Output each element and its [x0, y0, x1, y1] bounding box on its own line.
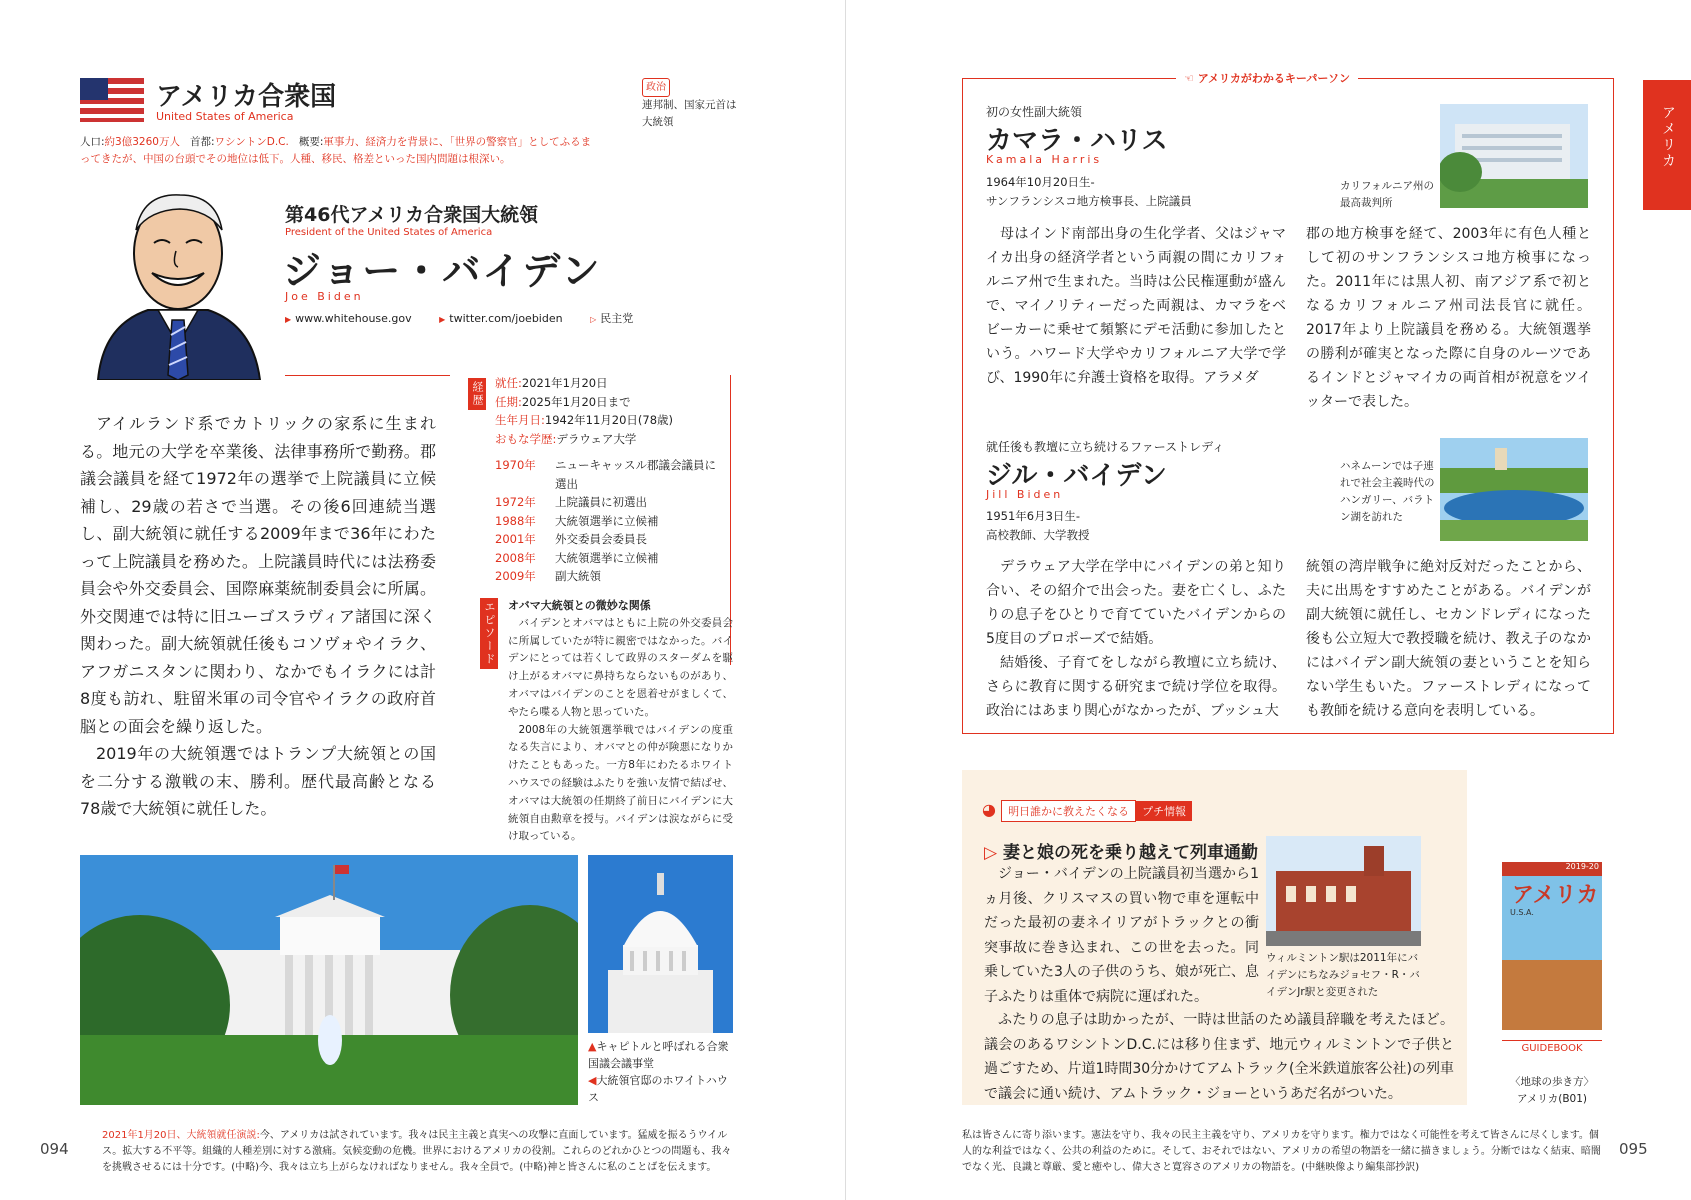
inaugural-quote: 2021年1月20日、大統領就任演説:今、アメリカは試されています。我々は民主主義と真実への攻撃に直面しています。猛威を振るうウイルス。拡大する不平等。組織的人種差別に対する激痛。気候変動の危機。世界におけるアメリカの役割。これらのどれかひとつの問題も、我々を挑戦させるには十分です。(中略)今、我々は立ち上がらなければなりません。我々全員で。(中略)神と皆さんに私のことばを伝えます。 — [102, 1130, 732, 1173]
president-title-en: President of the United States of America — [285, 227, 493, 238]
triangle-icon: ▷ — [590, 315, 597, 324]
jill-text-col2: 統領の湾岸戦争に絶対反対だったことから、夫に出馬をすすめたことがある。バイデンが副大統領に就任し、セカンドレディになった後も公立短大で教授職を続け、教え子のなかにはバイデン副大統領の妻ということを知らない学生もいた。ファーストレディになっても教師を続ける意向を表明している。 — [1306, 559, 1591, 719]
episode-box: オバマ大統領との微妙な関係 バイデンとオバマはともに上院の外交委員会に所属していたが特に親密ではなかった。バイデンにとっては若くして政界のスターダムを駆け上がるオバマに鼻持ちならないものがあり、オバマはバイデンのことを恩着せがましくて、やたら喋る人物と思っていた。 2008年の大統領選挙戦ではバイデンの度重なる失言により、オバマとの仲が険悪になりかけたこともあった。一方8年にわたるホワイトハウスでの経験はふたりを強い友情で結ばせ、オバマは大統領の任期終了前日にバイデンに大統領自由勲章を授与。バイデンは涙ながらに受け取っている。 — [508, 599, 733, 843]
arrow-icon: ▶ — [285, 315, 292, 324]
history-row: 1988年 大統領選挙に立候補 — [495, 513, 659, 528]
link-whitehouse[interactable]: ▶ www.whitehouse.gov — [285, 312, 412, 325]
harris-text-col1: 母はインド南部出身の生化学者、父はジャマイカ出身の経済学者という両親の間にカリフォルニア州で生まれた。当時は公民権運動が盛んで、マイノリティーだった両親は、カマラをベビーカーに乗せて頻繁にデモ活動に参加したという。ハワード大学やカリフォルニア大学で学び、1990年に弁護士資格を取得。アラメダ — [986, 226, 1286, 386]
white-house-photo — [80, 855, 578, 1105]
page-number: 095 — [1619, 1140, 1648, 1158]
trivia-heading: ▷ 妻と娘の死を乗り越えて列車通勤 — [984, 843, 1258, 863]
harris-name-en: Kamala Harris — [986, 153, 1103, 166]
country-name: アメリカ合衆国 — [156, 82, 337, 112]
history-row: 1972年 上院議員に初選出 — [495, 495, 647, 509]
lake-balaton-photo — [1440, 438, 1588, 541]
history-row: 2009年 副大統領 — [495, 569, 601, 583]
jill-name: ジル・バイデン — [986, 461, 1167, 491]
wilmington-station-photo — [1266, 836, 1421, 946]
trivia-text-p2: ふたりの息子は助かったが、一時は世話のため議員辞職を考えたほど。議会のあるワシントンD.C.には移り住まず、地元ウィルミントンで子供と過ごすため、片道1時間30分かけてアムトラック(全米鉄道旅客公社)の列車で議会に通い続け、アムトラック・ジョーというあだ名がついた。 — [984, 1012, 1454, 1102]
career-label: 経歴 — [468, 378, 486, 410]
episode-label: エピソード — [480, 598, 498, 669]
politics-text: 連邦制、国家元首は大統領 — [642, 99, 737, 128]
harris-meta: 1964年10月20日生- サンフランシスコ地方検事長、上院議員 — [986, 175, 1192, 208]
guidebook-cover: 2019-20 アメリカ U.S.A. — [1502, 862, 1602, 1030]
president-title: 第46代アメリカ合衆国大統領 — [285, 204, 539, 226]
jill-photo-caption: ハネムーンでは子連れで社会主義時代のハンガリー、バラトン湖を訪れた — [1340, 460, 1435, 523]
triangle-left-icon: ◀ — [588, 1074, 597, 1087]
pacman-icon: ◕ — [982, 800, 996, 819]
biography-text: アイルランド系でカトリックの家系に生まれる。地元の大学を卒業後、法律事務所で勤務。郡議会議員を経て1972年の選挙で上院議員に立候補し、29歳の若さで当選。その後6回連続当選し、副大統領に就任する2009年まで36年にわたって上院議員を務めた。上院議員時代には法務委員会や外交委員会、国際麻薬統制委員会に所属。外交関連では特に旧ユーゴスラヴィア諸国に深く関わった。副大統領就任後もコソヴォやイラク、アフガニスタンに関わり、なかでもイラクには計8度も訪れ、駐留米軍の司令官やイラクの政府首脳との面会を繰り返した。 2019年の大統領選ではトランプ大統領との国を二分する激戦の末、勝利。歴代最高齢となる78歳で大統領に就任した。 — [80, 414, 436, 818]
capitol-photo — [588, 855, 733, 1033]
harris-label: 初の女性副大統領 — [986, 105, 1083, 119]
page-number: 094 — [40, 1140, 69, 1158]
politics-note — [642, 78, 737, 131]
career-list: 就任:2021年1月20日 任期:2025年1月20日まで 生年月日:1942年11月20日(78歳) おもな学歴:デラウェア大学 1970年 ニューキャッスル郡議会議員に選出 1972年 上院議員に初選出 1988年 大統領選挙に立候補 2001年 外交委員会委員長 2008年 大統領選挙に立候補 2009年 副大統領 — [495, 374, 725, 586]
history-row: 2001年 外交委員会委員長 — [495, 532, 647, 546]
key-person-title: ☜ アメリカがわかるキーパーソン — [1176, 70, 1358, 86]
guidebook-caption: 〈地球の歩き方〉 アメリカ(B01) — [1510, 1076, 1594, 1105]
trivia-text-p1: ジョー・バイデンの上院議員初当選から1ヵ月後、クリスマスの買い物で車を運転中だった最初の妻ネイリアがトラックとの衝突事故に巻き込まれ、この世を去った。同乗していた3人の子供のうち、娘が死亡、息子ふたりは重体で病院に運ばれた。 — [984, 866, 1259, 1005]
jill-text-col1: デラウェア大学在学中にバイデンの弟と知り合い、その紹介で出会った。妻を亡くし、ふたりの息子をひとりで育てていたバイデンからの5度目のプロポーズで結婚。 結婚後、子育てをしながら教壇に立ち続け、さらに教育に関する研究まで続け学位を取得。政治にはあまり関心がなかったが、ブッシュ大 — [986, 559, 1286, 719]
triangle-up-icon: ▲ — [588, 1040, 597, 1053]
inaugural-quote-cont: 私は皆さんに寄り添います。憲法を守り、我々の民主主義を守り、アメリカを守ります。権力ではなく可能性を考えて皆さんに尽くします。個人的な利益ではなく、公共の利益のために。そして、おそれではない、アメリカの希望の物語を一緒に描きましょう。分断ではなく結束、暗闇でなく光、良識と尊厳、愛と癒やし、偉大さと寛容さのアメリカの物語を。(中継映像より編集部抄訳) — [962, 1130, 1601, 1173]
president-links — [285, 310, 657, 326]
jill-meta: 1951年6月3日生- 高校教師、大学教授 — [986, 509, 1090, 542]
section-tab-america[interactable]: アメリカ — [1643, 80, 1691, 210]
station-photo-caption: ウィルミントン駅は2011年にバイデンにちなみジョセフ・R・バイデンJr駅と変更された — [1266, 952, 1420, 998]
us-flag-icon — [80, 78, 144, 122]
history-row: 2008年 大統領選挙に立候補 — [495, 550, 659, 565]
supreme-court-photo — [1440, 104, 1588, 208]
photo-captions: ▲キャピトルと呼ばれる合衆国議会議事堂 ◀大統領官邸のホワイトハウス — [588, 1040, 729, 1104]
politics-tag: 政治 — [642, 78, 670, 97]
hand-icon: ☜ — [1184, 72, 1198, 85]
harris-text-col2: 郡の地方検事を経て、2003年に有色人種として初のサンフランシスコ地方検事になった。2011年には黒人初、南アジア系で初となるカリフォルニア州司法長官に就任。2017年より上院議員を務める。大統領選挙の勝利が確実となった際に自身のルーツであるインドとジャマイカの両首相が祝意をツイッターで表した。 — [1306, 226, 1591, 410]
history-row: 1970年 ニューキャッスル郡議会議員に選出 — [495, 458, 716, 491]
career-history — [495, 456, 725, 586]
harris-name: カマラ・ハリス — [986, 126, 1168, 156]
biden-portrait-illustration — [88, 185, 268, 380]
right-page — [846, 0, 1691, 1200]
link-twitter[interactable]: ▶ twitter.com/joebiden — [439, 312, 563, 325]
episode-title: オバマ大統領との微妙な関係 — [508, 599, 651, 612]
president-name: ジョー・バイデン — [283, 249, 602, 293]
guidebook-label: GUIDEBOOK — [1502, 1040, 1602, 1054]
trivia-tags: ◕ 明日誰かに教えたくなる プチ情報 — [982, 800, 1192, 822]
divider — [285, 375, 450, 376]
president-name-en: Joe Biden — [285, 290, 364, 303]
harris-photo-caption: カリフォルニア州の最高裁判所 — [1340, 180, 1434, 209]
country-name-en: United States of America — [156, 110, 294, 123]
arrow-icon: ▶ — [439, 315, 446, 324]
triangle-icon: ▷ — [984, 843, 1003, 863]
jill-name-en: Jill Biden — [986, 488, 1064, 501]
country-facts: 人口:約3億3260万人 首都:ワシントンD.C. 概要:軍事力、経済力を背景に、「世界の警察官」としてふるまってきたが、中国の台頭でその地位は低下。人種、移民、格差といった国内問題は根深い。 — [80, 136, 592, 165]
jill-label: 就任後も教壇に立ち続けるファーストレディ — [986, 440, 1225, 454]
party-label: ▷ 民主党 — [590, 312, 634, 325]
trivia-box — [962, 770, 1467, 1105]
